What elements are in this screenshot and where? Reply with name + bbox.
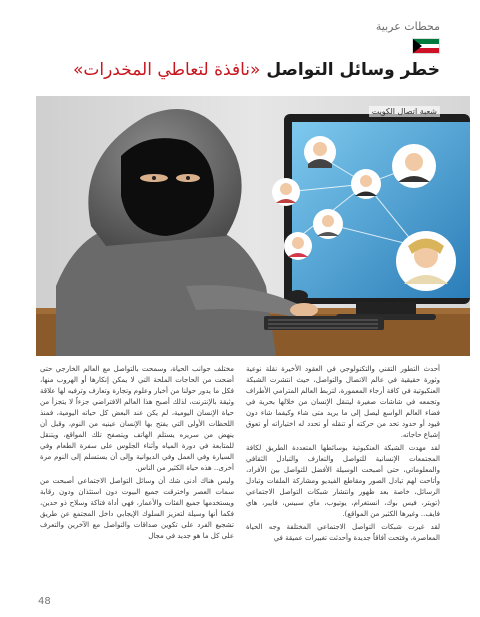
article-title-accent: «نافذة لتعاطي المخدرات» — [72, 60, 261, 80]
article-body — [40, 364, 440, 584]
hacker-at-computer-illustration — [36, 96, 470, 356]
photo-credit: شعبة اتصال الكويت — [369, 106, 440, 117]
left-column — [40, 364, 234, 584]
article-photo — [36, 96, 470, 356]
paragraph: لقد غيرت شبكات التواصل الاجتماعي المختلفة وجه الحياة المعاصرة، وفتحت آفاقاً جديدة وأحدثت تغييرات عميقة في — [246, 523, 440, 542]
paragraph: لقد مهدت الشبكة العنكبوتية بوسائطها المتعددة الطريق لكافة المجتمعات الإنسانية للتواصل والتعارف والتبادل الثقافي والمعلوماتي، حتى أصبحت الوسيلة الأفضل للتواصل بين الأفراد، وأتاحت لهم تبادل الصور ومقاطع الفيديو ومشاركة الملفات وتبادل الرسائل، خاصة بعد ظهور وانتشار شبكات التواصل الاجتماعي (تويتر، فيس بوك، انستغرام، يوتيوب، ماي سبيس، فايبر، هاي فايف.. وغيرها الكثير من المواقع). — [246, 444, 440, 518]
section-label: محطات عربية — [375, 20, 440, 33]
kuwait-flag-icon — [412, 38, 440, 54]
paragraph: أحدث التطور التقني والتكنولوجي في العقود الأخيرة نقلة نوعية وثورة حقيقية في عالم الاتصال والتواصل، حيث انتشرت الشبكة العنكبوتية في كافة أرجاء المعمورة، لتربط العالم المترامي الأطراف وتجمعه في شاشات صغيرة ليتنقل الإنسان من خلالها بحرية في فضاء العالم الواسع ليصل إلى ما يريد متى شاء وكيفما شاء دون قيود أو حدود تحد من حركته أو تنقله أو تحدد له اختياراته أو تعوق إشباع حاجاته. — [246, 365, 440, 439]
paragraph: مختلف جوانب الحياة، وسمحت بالتواصل مع العالم الخارجي حتى أضحت من الحاجات الملحة التي لا يمكن إنكارها أو الهروب منها، فكل ما يدور حولنا من أخبار وعلوم وتجارة وتعارف وترفيه لها علاقة وثيقة بالإنترنت، لذلك أصبح هذا العالم الافتراضي جزءاً لا يتجزأ من حياة الإنسان اليومية، لم يكن عند البعض كل حياته اليومية، فمنذ اللحظات الأولى التي يفتح بها الإنسان عينيه من النوم، وقبل أن ينهض من سريره يستلم الهاتف ويتصفح تلك المواقع، ويتنقل للمتابعة في دورة المياه وأثناء الجلوس على سفرة الطعام وفي السيارة وفي العمل وفي الديوانية وإلى أن يستسلم إلى النوم مرة أخرى.. هذه حياة الكثير من الناس. — [40, 365, 234, 472]
article-title — [40, 60, 440, 80]
article-title-main: خطر وسائل التواصل — [266, 60, 440, 80]
page-number: 48 — [38, 596, 51, 607]
paragraph: وليس هناك أدنى شك أن وسائل التواصل الاجتماعي أصبحت من سمات العصر واخترقت جميع البيوت دون استئذان ودون رقابة ويستخدمها جميع الفئات والأعمار، فهي أداة فتاكة وسلاح ذو حدين، فكما أنها وسيلة لتعزيز السلوك الإيجابي داخل المجتمع عن طريق تشجيع الفرد على تكوين صداقات والتواصل مع الآخرين والتعرف على كل ما هو جديد في مجال — [40, 477, 234, 540]
right-column — [246, 364, 440, 584]
